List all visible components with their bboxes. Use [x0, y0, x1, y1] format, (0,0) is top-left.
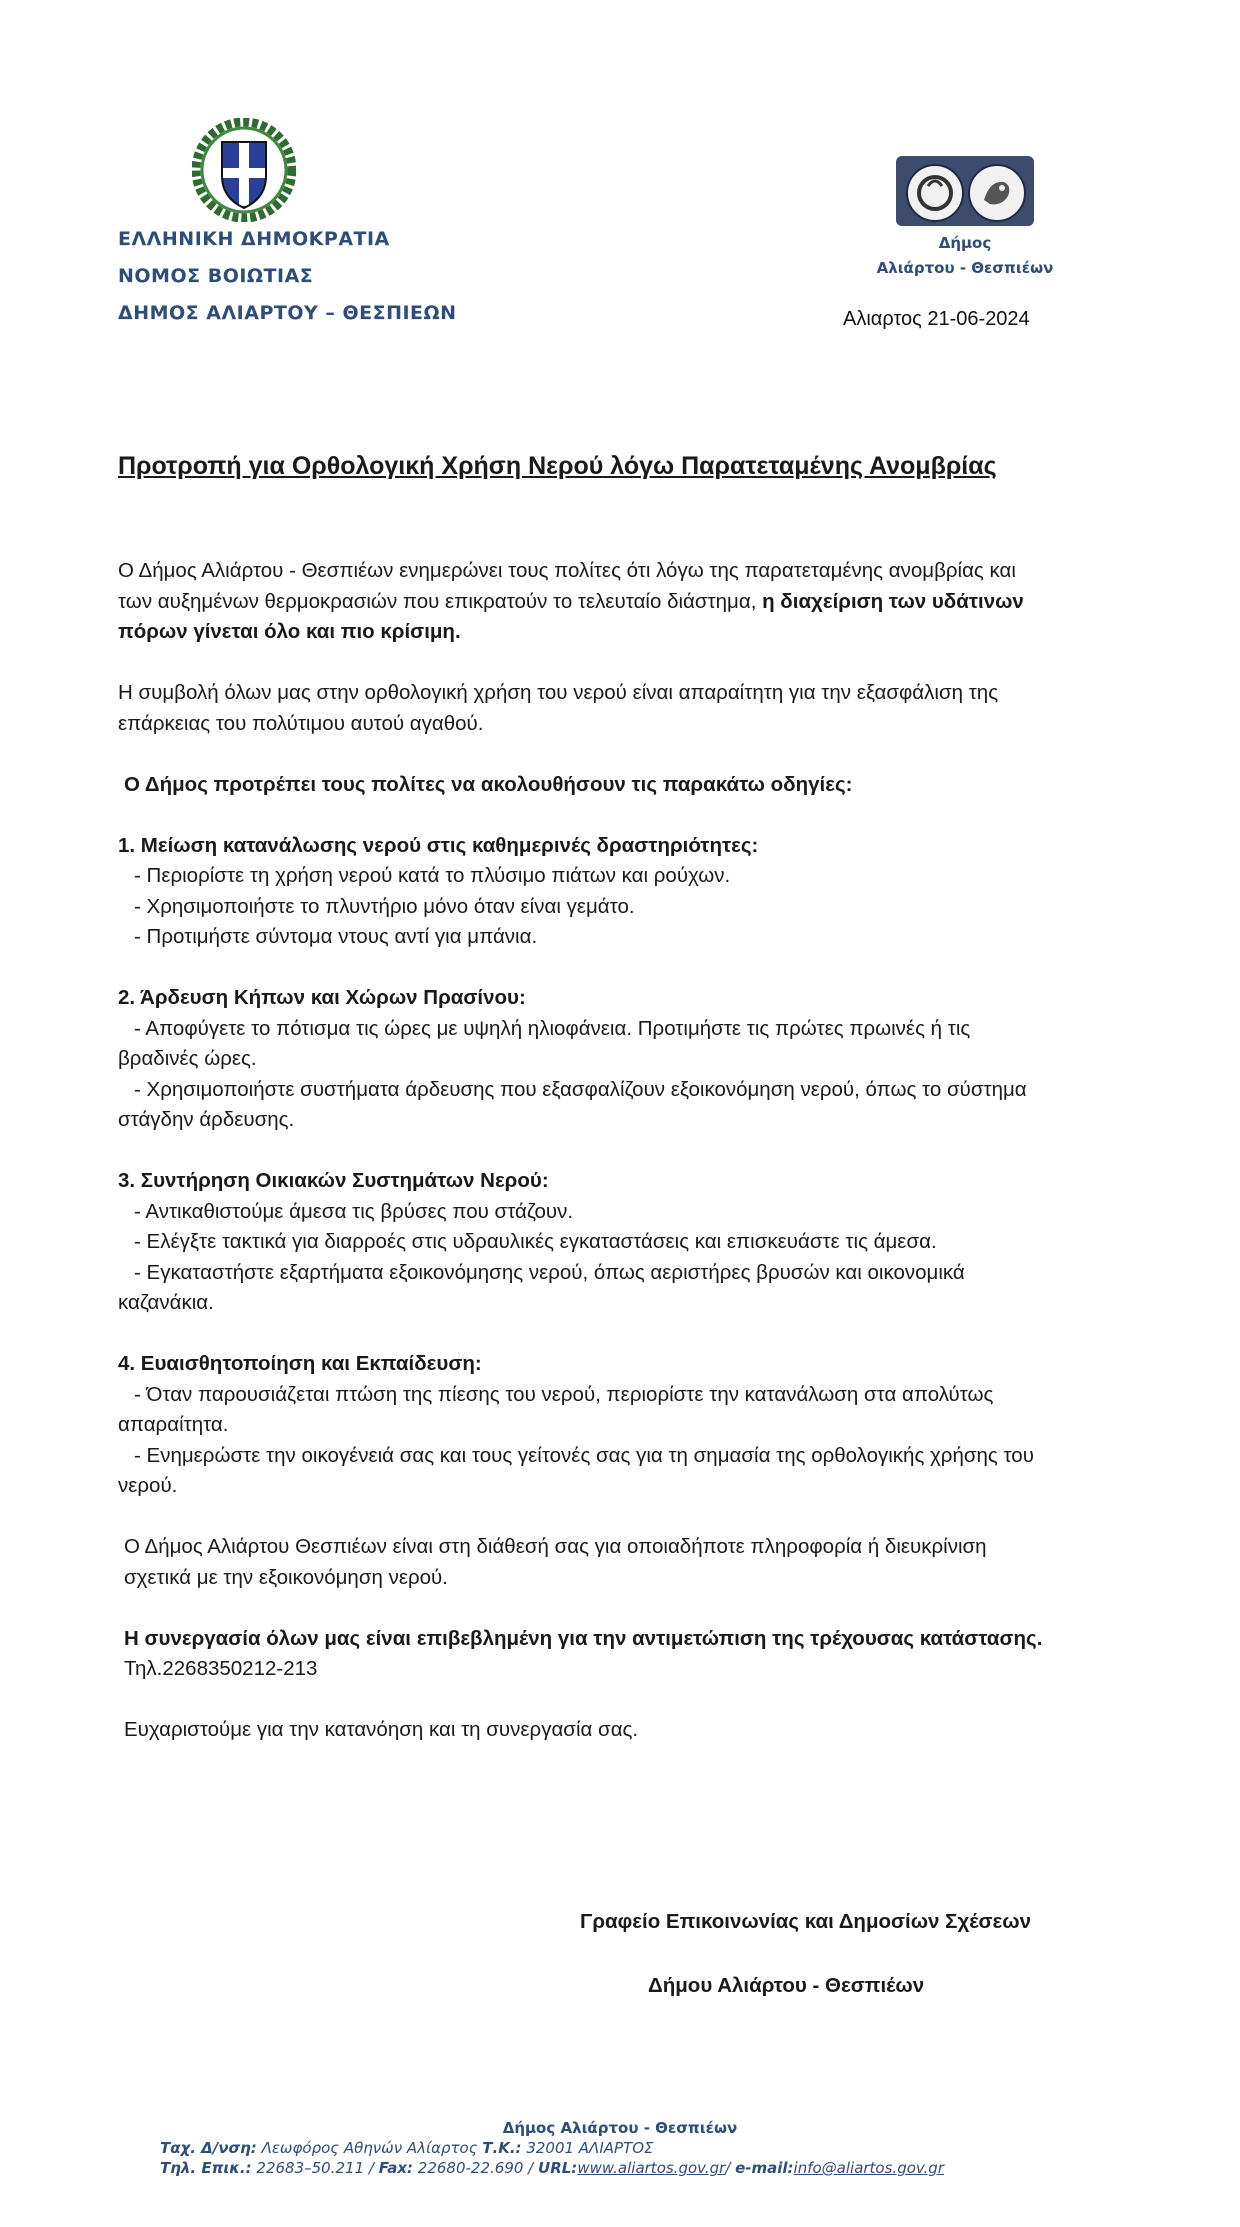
list-item-continuation: απαραίτητα.	[118, 1413, 229, 1436]
paragraph2-line-1: Η συμβολή όλων μας στην ορθολογική χρήση του νερού είναι απαραίτητη για την εξασφάλιση της	[118, 681, 999, 704]
footer-postcode-value: 32001 ΑΛΙΑΡΤΟΣ	[521, 2139, 654, 2157]
list-item-continuation: στάγδην άρδευσης.	[118, 1108, 295, 1131]
gov-line-prefecture: ΝΟΜΟΣ ΒΟΙΩΤΙΑΣ	[118, 265, 314, 287]
page-title: Προτροπή για Ορθολογική Χρήση Νερού λόγω Παρατεταμένης Ανομβρίας	[118, 452, 997, 480]
coin-right-icon	[968, 164, 1026, 222]
gov-line-municipality: ΔΗΜΟΣ ΑΛΙΑΡΤΟΥ – ΘΕΣΠΙΕΩΝ	[118, 302, 457, 324]
footer-fax-value: 22680-22.690 /	[413, 2159, 539, 2177]
footer-address-value: Λεωφόρος Αθηνών Αλίαρτος	[256, 2139, 483, 2157]
footer-email-link[interactable]: info@aliartos.gov.gr	[793, 2159, 944, 2177]
footer-address	[0, 2138, 1240, 2158]
closing-line-1: Ο Δήμος Αλιάρτου Θεσπιέων είναι στη διάθεσή σας για οποιαδήποτε πληροφορία ή διευκρίνιση	[124, 1535, 987, 1558]
signature-municipality: Δήμου Αλιάρτου - Θεσπιέων	[648, 1974, 925, 1997]
footer-email-label: e-mail:	[735, 2159, 794, 2177]
coin-left-icon	[906, 164, 964, 222]
footer-contacts	[0, 2158, 1240, 2178]
intro-line-2	[118, 587, 1158, 618]
list-item: - Χρησιμοποιήστε συστήματα άρδευσης που εξασφαλίζουν εξοικονόμηση νερού, όπως το σύστημα	[134, 1077, 1027, 1101]
footer-url-link[interactable]: www.aliartos.gov.gr	[577, 2159, 726, 2177]
cooperation-statement: Η συνεργασία όλων μας είναι επιβεβλημένη για την αντιμετώπιση της τρέχουσας κατάστασης.	[124, 1626, 1043, 1650]
list-item: - Περιορίστε τη χρήση νερού κατά το πλύσιμο πιάτων και ρούχων.	[134, 864, 731, 887]
footer-url-label: URL:	[538, 2159, 578, 2177]
guidelines-heading: Ο Δήμος προτρέπει τους πολίτες να ακολουθήσουν τις παρακάτω οδηγίες:	[124, 772, 853, 796]
list-item: - Αντικαθιστούμε άμεσα τις βρύσες που στάζουν.	[134, 1199, 574, 1223]
list-item-continuation: καζανάκια.	[118, 1291, 214, 1314]
list-item: - Εγκαταστήστε εξαρτήματα εξοικονόμησης νερού, όπως αεριστήρες βρυσών και οικονομικά	[134, 1260, 965, 1284]
footer-postcode-label: Τ.Κ.:	[482, 2139, 522, 2157]
section-4-heading: 4. Ευαισθητοποίηση και Εκπαίδευση:	[118, 1352, 482, 1375]
section-3-heading: 3. Συντήρηση Οικιακών Συστημάτων Νερού:	[118, 1169, 549, 1192]
phone-number: Τηλ.2268350212-213	[124, 1657, 318, 1680]
greek-coat-of-arms-icon	[192, 118, 296, 222]
list-item: - Αποφύγετε το πότισμα τις ώρες με υψηλή ηλιοφάνεια. Προτιμήστε τις πρώτες πρωινές ή τις	[134, 1016, 971, 1040]
thanks-line: Ευχαριστούμε για την κατανόηση και τη συνεργασία σας.	[124, 1718, 639, 1741]
footer-title: Δήμος Αλιάρτου - Θεσπιέων	[502, 2119, 738, 2137]
intro-line-2-text: των αυξημένων θερμοκρασιών που επικρατούν το τελευταίο διάστημα,	[118, 589, 763, 613]
gov-line-country: ΕΛΛΗΝΙΚΗ ΔΗΜΟΚΡΑΤΙΑ	[118, 228, 390, 250]
municipality-coins-logo	[896, 156, 1034, 226]
signature-office: Γραφείο Επικοινωνίας και Δημοσίων Σχέσεων	[580, 1910, 1031, 1933]
closing-line-2: σχετικά με την εξοικονόμηση νερού.	[124, 1565, 448, 1589]
document-date: Αλιαρτος 21-06-2024	[843, 308, 1030, 330]
list-item: - Όταν παρουσιάζεται πτώση της πίεσης του νερού, περιορίστε την κατανάλωση στα απολύτως	[134, 1382, 994, 1406]
municipality-logo-block	[860, 156, 1070, 282]
section-1-heading: 1. Μείωση κατανάλωσης νερού στις καθημερινές δραστηριότητες:	[118, 833, 759, 857]
list-item: - Ελέγξτε τακτικά για διαρροές στις υδραυλικές εγκαταστάσεις και επισκευάστε τις άμεσα.	[134, 1230, 937, 1253]
list-item-continuation: νερού.	[118, 1474, 178, 1497]
list-item: - Προτιμήστε σύντομα ντους αντί για μπάνια.	[134, 925, 538, 948]
document-body	[118, 556, 1158, 1746]
paragraph2-line-2: επάρκειας του πολύτιμου αυτού αγαθού.	[118, 711, 484, 735]
logo-caption-line2: Αλιάρτου - Θεσπιέων	[876, 259, 1054, 277]
footer-separator: /	[725, 2159, 736, 2177]
footer-tel-label: Τηλ. Επικ.:	[160, 2159, 252, 2177]
intro-line-3: πόρων γίνεται όλο και πιο κρίσιμη.	[118, 620, 461, 643]
list-item: - Χρησιμοποιήστε το πλυντήριο μόνο όταν είναι γεμάτο.	[134, 894, 635, 918]
footer-tel-value: 22683–50.211 /	[251, 2159, 379, 2177]
section-2-heading: 2. Άρδευση Κήπων και Χώρων Πρασίνου:	[118, 986, 526, 1009]
list-item-continuation: βραδινές ώρες.	[118, 1047, 257, 1070]
footer-fax-label: Fax:	[378, 2159, 414, 2177]
intro-line-2-bold: η διαχείριση των υδάτινων	[762, 589, 1024, 613]
intro-line-1: Ο Δήμος Αλιάρτου - Θεσπιέων ενημερώνει τους πολίτες ότι λόγω της παρατεταμένης ανομβρίας και	[118, 559, 1016, 582]
list-item: - Ενημερώστε την οικογένειά σας και τους γείτονές σας για τη σημασία της ορθολογικής χρήσης του	[134, 1443, 1034, 1467]
footer-address-label: Ταχ. Δ/νση:	[160, 2139, 257, 2157]
page-footer	[0, 2118, 1240, 2178]
logo-caption-line1: Δήμος	[938, 234, 992, 252]
